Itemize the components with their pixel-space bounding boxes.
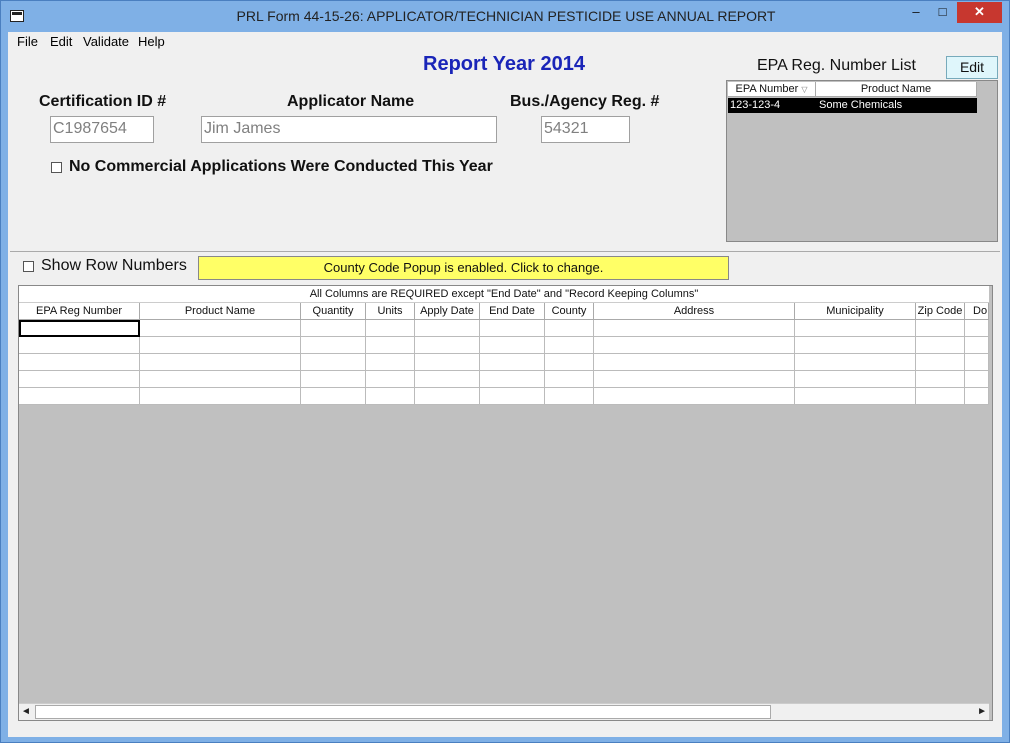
epa-number-header-label: EPA Number (735, 83, 799, 95)
grid-cell[interactable] (140, 388, 301, 405)
grid-cell[interactable] (19, 337, 140, 354)
grid-cell[interactable] (140, 354, 301, 371)
col-end-date[interactable]: End Date (480, 303, 545, 320)
col-product-name[interactable]: Product Name (140, 303, 301, 320)
grid-cell[interactable] (140, 337, 301, 354)
grid-cell[interactable] (366, 371, 415, 388)
epa-number-column-header[interactable] (728, 82, 816, 97)
show-row-numbers-label: Show Row Numbers (41, 257, 187, 274)
grid-cell[interactable] (916, 354, 965, 371)
bus-agency-reg-field[interactable]: 54321 (541, 116, 630, 143)
col-quantity[interactable]: Quantity (301, 303, 366, 320)
grid-cell[interactable] (19, 371, 140, 388)
epa-row-product: Some Chemicals (819, 99, 903, 111)
grid-cell[interactable] (795, 388, 916, 405)
epa-list-row[interactable] (728, 98, 977, 113)
grid-cell[interactable] (415, 320, 480, 337)
col-county[interactable]: County (545, 303, 594, 320)
grid-cell[interactable] (594, 320, 795, 337)
form-area (8, 52, 1002, 737)
col-apply-date[interactable]: Apply Date (415, 303, 480, 320)
grid-cell[interactable] (965, 388, 989, 405)
no-commercial-label: No Commercial Applications Were Conducted This Year (69, 158, 493, 175)
grid-cell[interactable] (545, 337, 594, 354)
grid-cell[interactable] (415, 337, 480, 354)
grid-cell[interactable] (545, 371, 594, 388)
grid-cell[interactable] (594, 371, 795, 388)
grid-cell[interactable] (301, 337, 366, 354)
grid-cell[interactable] (301, 371, 366, 388)
epa-list[interactable] (726, 80, 998, 242)
title-bar[interactable] (1, 1, 1009, 32)
grid-cell[interactable] (480, 337, 545, 354)
menu-file[interactable]: File (17, 34, 38, 49)
menu-help[interactable]: Help (138, 34, 165, 49)
scroll-left-icon[interactable]: ◄ (21, 706, 31, 717)
epa-row-number: 123-123-4 (730, 99, 781, 111)
col-do[interactable]: Do (965, 303, 989, 320)
grid-cell[interactable] (916, 320, 965, 337)
grid-cell[interactable] (415, 371, 480, 388)
grid-cell[interactable] (594, 388, 795, 405)
grid-cell[interactable] (301, 354, 366, 371)
report-year-title: Report Year 2014 (423, 53, 585, 75)
show-row-numbers-checkbox[interactable] (23, 261, 34, 272)
applicator-name-field[interactable]: Jim James (201, 116, 497, 143)
col-units[interactable]: Units (366, 303, 415, 320)
application-grid[interactable] (18, 285, 993, 721)
grid-cell[interactable] (415, 388, 480, 405)
maximize-button[interactable]: □ (938, 4, 947, 19)
edit-epa-list-button[interactable]: Edit (946, 56, 998, 79)
grid-cell[interactable] (480, 354, 545, 371)
grid-cell[interactable] (366, 388, 415, 405)
certification-id-label: Certification ID # (39, 93, 167, 110)
grid-cell[interactable] (795, 337, 916, 354)
grid-cell[interactable] (480, 371, 545, 388)
menu-validate[interactable]: Validate (83, 34, 130, 49)
no-commercial-checkbox[interactable] (51, 162, 62, 173)
col-address[interactable]: Address (594, 303, 795, 320)
col-zip-code[interactable]: Zip Code (916, 303, 965, 320)
grid-cell[interactable] (965, 371, 989, 388)
grid-cell[interactable] (140, 371, 301, 388)
col-municipality[interactable]: Municipality (795, 303, 916, 320)
county-code-popup-button[interactable]: County Code Popup is enabled. Click to change. (198, 256, 729, 280)
certification-id-field[interactable]: C1987654 (50, 116, 154, 143)
grid-cell[interactable] (480, 320, 545, 337)
scroll-right-icon[interactable]: ► (977, 706, 987, 717)
grid-cell[interactable] (965, 354, 989, 371)
grid-cell[interactable] (140, 320, 301, 337)
grid-required-note: All Columns are REQUIRED except "End Date" and "Record Keeping Columns" (19, 286, 989, 303)
window-title: PRL Form 44-15-26: APPLICATOR/TECHNICIAN PESTICIDE USE ANNUAL REPORT (236, 8, 776, 24)
grid-cell[interactable] (795, 320, 916, 337)
grid-cell[interactable] (301, 388, 366, 405)
scroll-thumb[interactable] (35, 705, 771, 719)
grid-cell[interactable] (301, 320, 366, 337)
grid-cell[interactable] (480, 388, 545, 405)
grid-cell[interactable] (916, 388, 965, 405)
grid-cell[interactable] (795, 354, 916, 371)
grid-cell[interactable] (594, 337, 795, 354)
grid-cell[interactable] (545, 354, 594, 371)
grid-cell[interactable] (545, 388, 594, 405)
sort-icon: ▽ (801, 85, 808, 94)
horizontal-scrollbar[interactable] (19, 703, 989, 720)
applicator-name-label: Applicator Name (287, 93, 415, 110)
grid-cell[interactable] (19, 320, 140, 337)
grid-cell[interactable] (916, 371, 965, 388)
grid-cell[interactable] (19, 354, 140, 371)
grid-cell[interactable] (415, 354, 480, 371)
grid-cell[interactable] (594, 354, 795, 371)
section-divider (10, 251, 1000, 252)
minimize-button[interactable]: – (912, 4, 920, 19)
menu-edit[interactable]: Edit (50, 34, 73, 49)
grid-cell[interactable] (965, 320, 989, 337)
grid-cell[interactable] (366, 354, 415, 371)
grid-cell[interactable] (916, 337, 965, 354)
menu-bar (8, 32, 1002, 52)
grid-cell[interactable] (366, 337, 415, 354)
bus-agency-reg-label: Bus./Agency Reg. # (510, 93, 660, 110)
grid-cell[interactable] (795, 371, 916, 388)
grid-cell[interactable] (366, 320, 415, 337)
epa-list-title: EPA Reg. Number List (757, 57, 916, 74)
grid-cell[interactable] (19, 388, 140, 405)
grid-cell[interactable] (545, 320, 594, 337)
col-epa-reg-number[interactable]: EPA Reg Number (19, 303, 140, 320)
grid-cell[interactable] (965, 337, 989, 354)
close-button[interactable]: ✕ (957, 2, 1002, 23)
product-name-column-header[interactable]: Product Name (816, 82, 977, 97)
